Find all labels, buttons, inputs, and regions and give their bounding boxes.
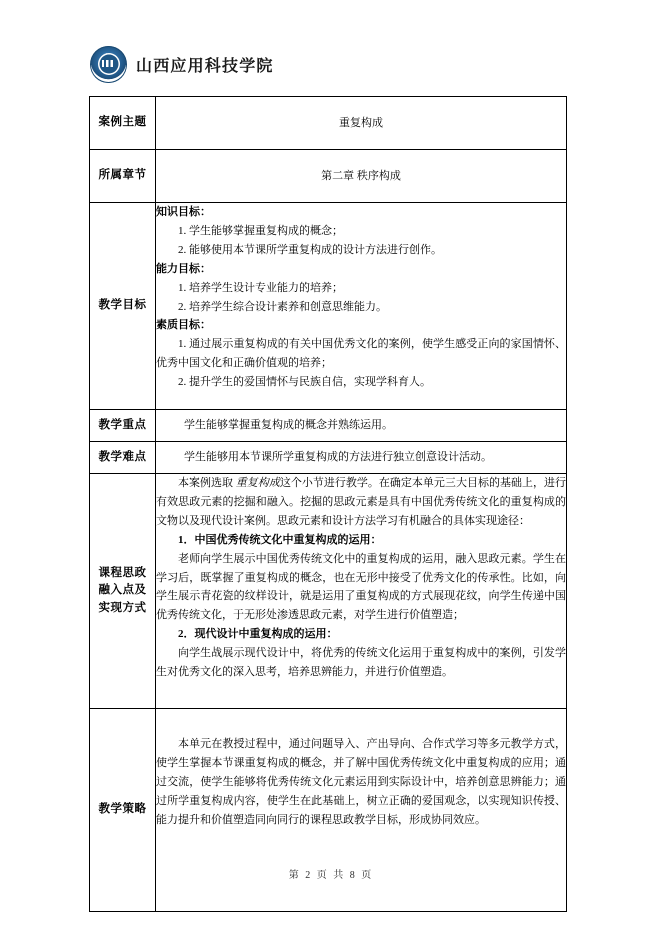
teaching-strategy-paragraph: 本单元在教授过程中，通过问题导入、产出导向、合作式学习等多元教学方式，使学生掌握本节课重复构成的概念，并了解中国优秀传统文化中重复构成的应用；通过交流，使学生能够将优秀传统文化元素运用到实际设计中，培养创意思辨能力；通过所学重复构成内容，使学生在此基础上，树立正确的爱国观念，以实现知识传授、能力提升和价值塑造同向同行的课程思政教学目标，形成协同效应。 <box>156 738 566 826</box>
lesson-plan-table <box>89 96 567 912</box>
intro-italic-term: 重复构成 <box>235 477 280 489</box>
row-label-case-topic: 案例主题 <box>90 97 156 150</box>
institution-name: 山西应用科技学院 <box>136 57 274 75</box>
objective-item: 1. 学生能够掌握重复构成的概念； <box>178 224 343 237</box>
objective-item: 2. 提升学生的爱国情怀与民族自信，实现学科育人。 <box>178 376 431 389</box>
table-row <box>90 709 567 912</box>
objective-item: 2. 培养学生综合设计素养和创意思维能力。 <box>178 300 387 313</box>
ideological-subheading-2: 2．现代设计中重复构成的运用： <box>178 628 338 641</box>
table-row <box>90 442 567 474</box>
table-row <box>90 97 567 150</box>
objective-item: 2. 能够使用本节课所学重复构成的设计方法进行创作。 <box>178 243 442 256</box>
objective-item: 1. 培养学生设计专业能力的培养； <box>178 281 343 294</box>
table-row <box>90 410 567 442</box>
intro-pre-text: 本案例选取 <box>178 477 236 489</box>
table-row <box>90 474 567 709</box>
ideological-intro-paragraph <box>156 474 566 531</box>
document-header <box>90 44 274 84</box>
table-row <box>90 150 567 203</box>
objective-heading-knowledge: 知识目标： <box>156 206 211 218</box>
objective-item: 1. 通过展示重复构成的有关中国优秀文化的案例，使学生感受正向的家国情怀、优秀中国文化和正确价值观的培养； <box>156 338 566 370</box>
row-label-chapter: 所属章节 <box>90 150 156 203</box>
page-footer: 第 2 页 共 8 页 <box>288 870 374 881</box>
row-value-key-points: 学生能够掌握重复构成的概念并熟练运用。 <box>156 410 567 442</box>
row-label-key-points: 教学重点 <box>90 410 156 442</box>
row-label-difficult-points: 教学难点 <box>90 442 156 474</box>
ideological-subheading-1: 1．中国优秀传统文化中重复构成的运用： <box>178 533 382 546</box>
row-label-teaching-strategy: 教学策略 <box>90 709 156 912</box>
row-value-objectives <box>156 203 567 410</box>
university-seal-icon <box>90 46 127 83</box>
row-value-teaching-strategy <box>156 709 567 912</box>
objective-heading-ability: 能力目标： <box>156 262 211 275</box>
row-label-ideological-integration: 课程思政 融入点及 实现方式 <box>90 474 156 709</box>
row-value-ideological-integration <box>156 474 567 709</box>
row-value-difficult-points: 学生能够用本节课所学重复构成的方法进行独立创意设计活动。 <box>156 442 567 474</box>
table-row <box>90 203 567 410</box>
ideological-paragraph-1: 老师向学生展示中国优秀传统文化中的重复构成的运用，融入思政元素。学生在学习后，既掌握了重复构成的概念，也在无形中接受了优秀文化的传承性。比如，向学生展示青花瓷的纹样设计，就是运用了重复构成的方式展现花纹，向学生传递中国优秀传统文化，于无形处渗透思政元素，对学生进行价值塑造； <box>156 552 566 622</box>
row-value-case-topic: 重复构成 <box>156 97 567 150</box>
row-value-chapter: 第二章 秩序构成 <box>156 150 567 203</box>
ideological-paragraph-2: 向学生战展示现代设计中，将优秀的传统文化运用于重复构成中的案例，引发学生对优秀文化的深入思考，培养思辨能力，并进行价值塑造。 <box>156 647 566 679</box>
intro-post-text: 这个小节进行教学。在确定本单元三大目标的基础上，进行有效思政元素的挖掘和融入。挖掘的思政元素是具有中国优秀传统文化的重复构成的文物以及现代设计案例。思政元素和设计方法学习有机融合的具体实现途径： <box>156 477 567 527</box>
objective-heading-quality: 素质目标： <box>156 319 211 332</box>
row-label-objectives: 教学目标 <box>90 203 156 410</box>
